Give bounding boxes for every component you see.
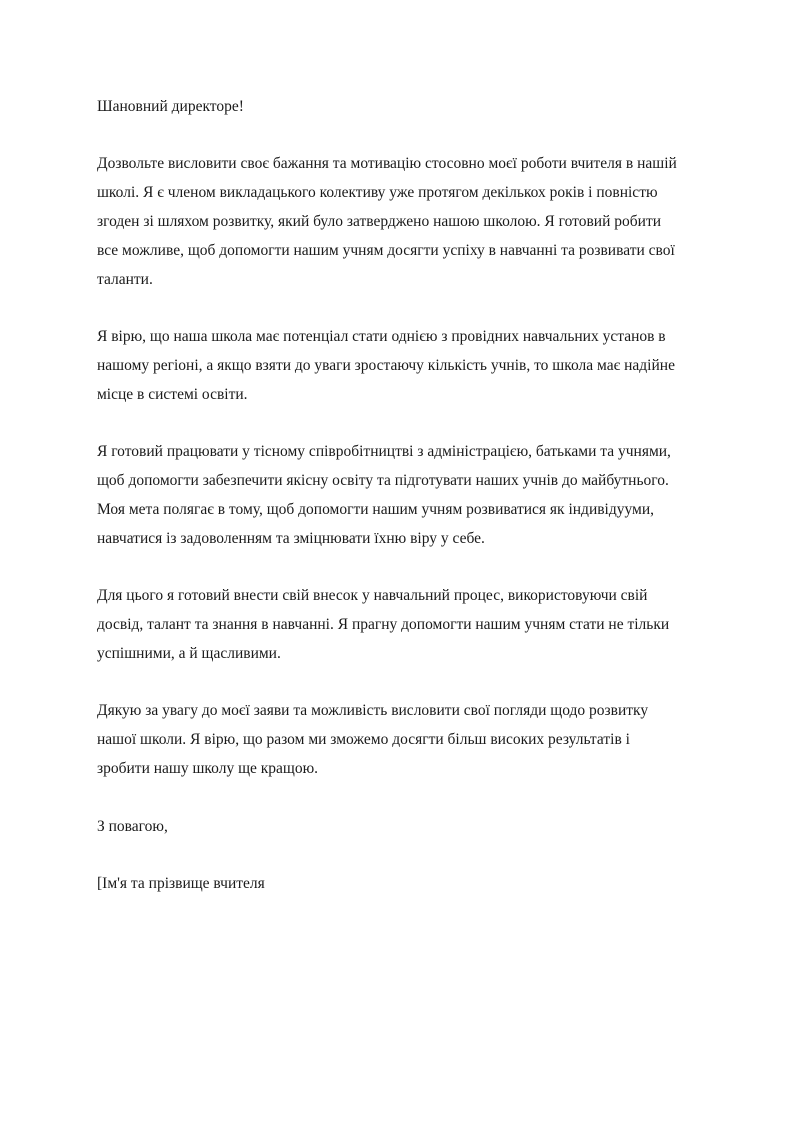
paragraph-line: таланти.	[97, 271, 153, 288]
paragraph-thanks	[97, 696, 709, 783]
paragraph-line: школі. Я є членом викладацького колективу уже протягом декількох років і повністю	[97, 184, 658, 201]
letter-greeting	[97, 92, 709, 121]
letter-signature	[97, 869, 709, 898]
letter-closing	[97, 812, 709, 841]
signature-placeholder: [Ім'я та прізвище вчителя	[97, 875, 265, 892]
paragraph-contribution	[97, 581, 709, 668]
paragraph-motivation	[97, 149, 709, 294]
paragraph-line: Моя мета полягає в тому, щоб допомогти нашим учням розвиватися як індивідууми,	[97, 501, 655, 518]
paragraph-line: Для цього я готовий внести свій внесок у навчальний процес, використовуючи свій	[97, 587, 648, 604]
paragraph-line: успішними, а й щасливими.	[97, 645, 281, 662]
paragraph-school-potential	[97, 322, 709, 409]
paragraph-line: Я вірю, що наша школа має потенціал стати однією з провідних навчальних установ в	[97, 328, 666, 345]
paragraph-line: Дякую за увагу до моєї заяви та можливість висловити свої погляди щодо розвитку	[97, 702, 649, 719]
paragraph-line: місце в системі освіти.	[97, 386, 248, 403]
paragraph-line: нашому регіоні, а якщо взяти до уваги зростаючу кількість учнів, то школа має надійне	[97, 357, 675, 374]
closing-line: З повагою,	[97, 818, 168, 835]
paragraph-line: щоб допомогти забезпечити якісну освіту та підготувати наших учнів до майбутнього.	[97, 472, 669, 489]
paragraph-line: Дозвольте висловити своє бажання та мотивацію стосовно моєї роботи вчителя в нашій	[97, 155, 677, 172]
paragraph-line: навчатися із задоволенням та зміцнювати їхню віру у себе.	[97, 530, 485, 547]
paragraph-line: досвід, талант та знання в навчанні. Я прагну допомогти нашим учням стати не тільки	[97, 616, 670, 633]
paragraph-line: Я готовий працювати у тісному співробітництві з адміністрацією, батьками та учнями,	[97, 443, 671, 460]
paragraph-line: згоден зі шляхом розвитку, який було затверджено нашою школою. Я готовий робити	[97, 213, 662, 230]
paragraph-cooperation	[97, 437, 709, 553]
greeting-line: Шановний директоре!	[97, 98, 244, 115]
paragraph-line: зробити нашу школу ще кращою.	[97, 760, 319, 777]
paragraph-line: все можливе, щоб допомогти нашим учням досягти успіху в навчанні та розвивати свої	[97, 242, 675, 259]
paragraph-line: нашої школи. Я вірю, що разом ми зможемо досягти більш високих результатів і	[97, 731, 630, 748]
